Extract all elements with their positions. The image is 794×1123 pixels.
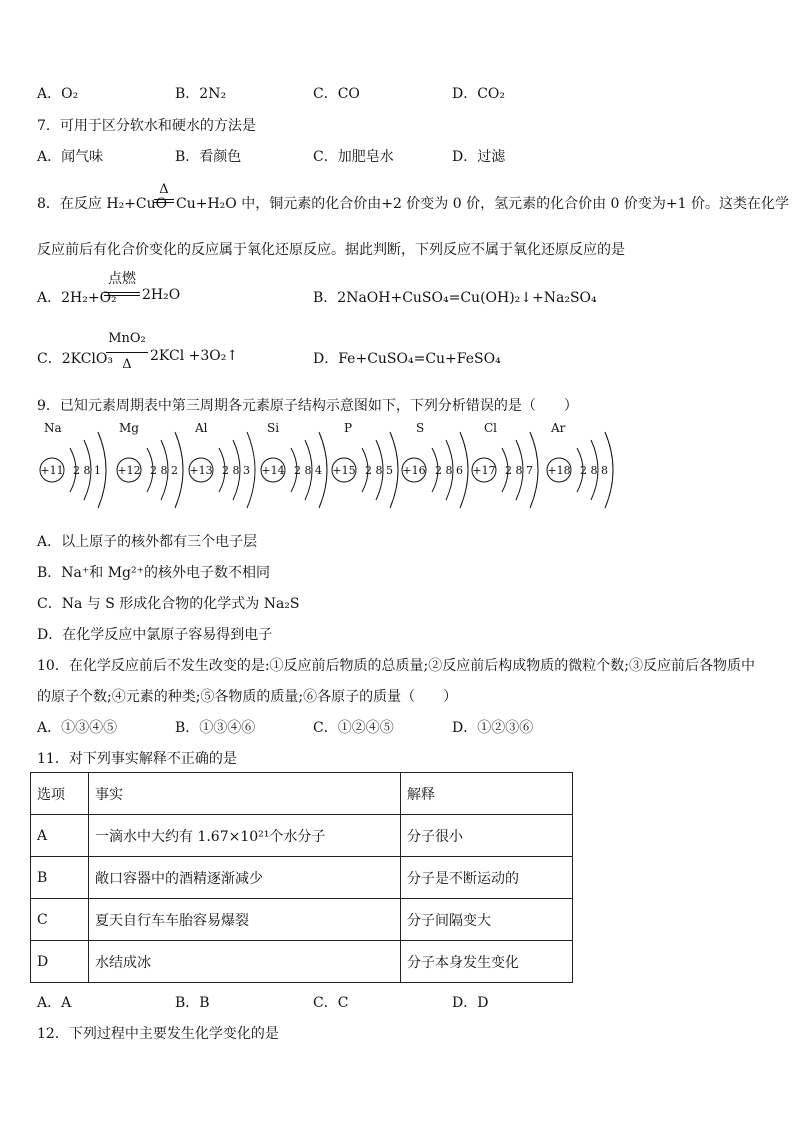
q8-a-equals-bar-2 bbox=[104, 295, 140, 296]
q9-stem: 9．已知元素周期表中第三周期各元素原子结构示意图如下，下列分析错误的是（ ） bbox=[37, 398, 578, 414]
atom-ar-diagram bbox=[547, 421, 613, 508]
q7-option-d: D．过滤 bbox=[452, 149, 506, 165]
q6-option-b: B．2N₂ bbox=[175, 86, 227, 102]
table-row bbox=[31, 815, 573, 857]
atom-nucleus: +18 bbox=[547, 464, 571, 477]
table-row bbox=[31, 941, 573, 983]
table-header-cell: 事实 bbox=[89, 773, 401, 815]
q8-option-a-suffix: 2H₂O bbox=[142, 287, 181, 303]
table-header-row bbox=[31, 773, 573, 815]
q8-option-a-prefix: A．2H₂+O₂ bbox=[37, 290, 117, 306]
q9-option-c: C．Na 与 S 形成化合物的化学式为 Na₂S bbox=[37, 596, 300, 612]
q7-option-a: A．闻气味 bbox=[37, 149, 104, 165]
table-cell: A bbox=[31, 815, 89, 857]
q10-stem-line1: 10．在化学反应前后不发生改变的是:①反应前后物质的总质量;②反应前后构成物质的微粒个数;③反应前后各物质中 bbox=[37, 658, 755, 674]
q8-option-c-suffix: 2KCl +3O₂↑ bbox=[150, 348, 239, 364]
q10-option-c: C．①②④⑤ bbox=[313, 720, 394, 736]
q8-option-c-prefix: C．2KClO₃ bbox=[37, 351, 113, 367]
atom-electrons: 2 8 2 bbox=[150, 464, 178, 477]
atom-nucleus: +15 bbox=[332, 464, 356, 477]
atom-electrons: 2 8 5 bbox=[365, 464, 393, 477]
atom-symbol: Ar bbox=[551, 421, 566, 435]
q11-option-a: A．A bbox=[37, 995, 72, 1011]
q9-option-a: A．以上原子的核外都有三个电子层 bbox=[37, 534, 258, 550]
table-cell: 夏天自行车车胎容易爆裂 bbox=[89, 899, 401, 941]
table-cell: 分子很小 bbox=[401, 815, 573, 857]
atom-symbol: S bbox=[416, 421, 425, 435]
atom-structure-diagrams bbox=[30, 418, 790, 523]
atom-symbol: Mg bbox=[119, 421, 139, 435]
q11-option-d: D．D bbox=[452, 995, 489, 1011]
q8-c-heat-condition: Δ bbox=[122, 357, 132, 372]
q8-stem-line2: 反应前后有化合价变化的反应属于氧化还原反应。据此判断，下列反应不属于氧化还原反应的是 bbox=[37, 242, 625, 258]
table-cell: 分子本身发生变化 bbox=[401, 941, 573, 983]
atom-electrons: 2 8 7 bbox=[505, 464, 533, 477]
q8-a-equals-bar bbox=[104, 292, 140, 293]
atom-symbol: Na bbox=[44, 421, 62, 435]
atom-symbol: Si bbox=[267, 421, 280, 435]
q8-stem-prefix: 8．在反应 H₂+CuO bbox=[37, 196, 168, 212]
atom-nucleus: +11 bbox=[40, 464, 64, 477]
atom-nucleus: +14 bbox=[261, 464, 285, 477]
table-cell: B bbox=[31, 857, 89, 899]
table-header-cell: 解释 bbox=[401, 773, 573, 815]
q11-option-b: B．B bbox=[175, 995, 210, 1011]
table-cell: 水结成冰 bbox=[89, 941, 401, 983]
atom-electrons: 2 8 1 bbox=[73, 464, 101, 477]
atom-si-diagram bbox=[261, 421, 327, 508]
q8-equals-bar-2 bbox=[154, 202, 174, 203]
table-cell: 分子是不断运动的 bbox=[401, 857, 573, 899]
facts-table bbox=[30, 772, 573, 983]
q12-stem: 12．下列过程中主要发生化学变化的是 bbox=[37, 1026, 279, 1042]
q9-option-d: D．在化学反应中氯原子容易得到电子 bbox=[37, 627, 273, 643]
q6-option-a: A．O₂ bbox=[37, 86, 79, 102]
q6-option-c: C．CO bbox=[313, 86, 360, 102]
table-cell: 一滴水中大约有 1.67×10²¹个水分子 bbox=[89, 815, 401, 857]
q10-option-d: D．①②③⑥ bbox=[452, 720, 534, 736]
q7-stem: 7．可用于区分软水和硬水的方法是 bbox=[37, 118, 256, 134]
atom-symbol: Cl bbox=[484, 421, 498, 435]
atom-symbol: Al bbox=[195, 421, 208, 435]
q8-c-bar bbox=[106, 352, 148, 353]
q8-heat-condition: Δ bbox=[159, 182, 169, 197]
atom-electrons: 2 8 4 bbox=[294, 464, 322, 477]
q8-catalyst-condition: MnO₂ bbox=[108, 331, 146, 346]
atom-symbol: P bbox=[344, 421, 353, 435]
atom-electrons: 2 8 6 bbox=[435, 464, 463, 477]
q8-ignite-condition: 点燃 bbox=[108, 271, 136, 287]
atom-p-diagram bbox=[332, 421, 398, 508]
atom-electrons: 2 8 8 bbox=[580, 464, 608, 477]
table-row bbox=[31, 857, 573, 899]
q10-option-b: B．①③④⑥ bbox=[175, 720, 256, 736]
atom-mg-diagram bbox=[117, 421, 183, 508]
q8-equals-bar bbox=[154, 199, 174, 200]
table-cell: 分子间隔变大 bbox=[401, 899, 573, 941]
atom-al-diagram bbox=[189, 421, 255, 508]
atom-nucleus: +17 bbox=[472, 464, 496, 477]
atom-nucleus: +12 bbox=[117, 464, 141, 477]
q6-option-d: D．CO₂ bbox=[452, 86, 506, 102]
table-cell: 敞口容器中的酒精逐渐减少 bbox=[89, 857, 401, 899]
atom-nucleus: +16 bbox=[402, 464, 426, 477]
q7-option-b: B．看颜色 bbox=[175, 149, 242, 165]
atom-na-diagram bbox=[40, 421, 106, 508]
q10-option-a: A．①③④⑤ bbox=[37, 720, 118, 736]
table-row bbox=[31, 899, 573, 941]
q7-option-c: C．加肥皂水 bbox=[313, 149, 394, 165]
table-cell: C bbox=[31, 899, 89, 941]
q9-option-b: B．Na⁺和 Mg²⁺的核外电子数不相同 bbox=[37, 565, 271, 581]
q11-stem: 11．对下列事实解释不正确的是 bbox=[37, 751, 237, 767]
table-cell: D bbox=[31, 941, 89, 983]
atom-s-diagram bbox=[402, 421, 468, 508]
q11-option-c: C．C bbox=[313, 995, 349, 1011]
atom-cl-diagram bbox=[472, 421, 538, 508]
atom-electrons: 2 8 3 bbox=[222, 464, 250, 477]
q8-stem-suffix: Cu+H₂O 中，铜元素的化合价由+2 价变为 0 价，氢元素的化合价由 0 价变为+1 价。这类在化学 bbox=[176, 196, 789, 212]
q8-option-b: B．2NaOH+CuSO₄=Cu(OH)₂↓+Na₂SO₄ bbox=[313, 290, 597, 306]
table-header-cell: 选项 bbox=[31, 773, 89, 815]
q10-stem-line2: 的原子个数;④元素的种类;⑤各物质的质量;⑥各原子的质量（ ） bbox=[37, 689, 458, 705]
q8-option-d: D．Fe+CuSO₄=Cu+FeSO₄ bbox=[313, 351, 501, 367]
atom-nucleus: +13 bbox=[189, 464, 213, 477]
